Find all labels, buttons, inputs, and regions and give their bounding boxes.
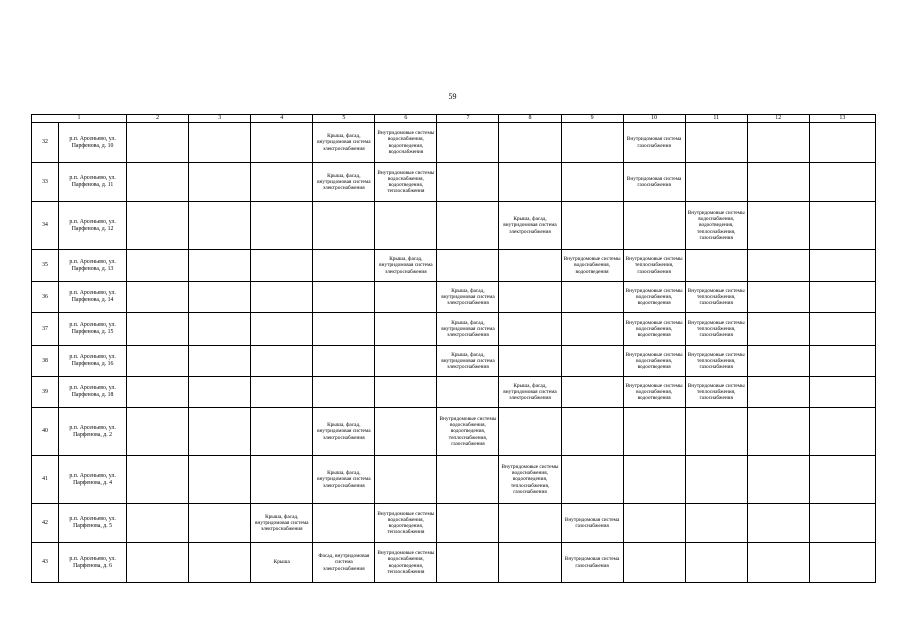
work-cell-col-6: [375, 377, 437, 408]
work-cell-col-8: Крыша, фасад, внутридомовая система электроснабжения: [499, 377, 561, 408]
table-row: [32, 456, 876, 504]
work-cell-col-4: [251, 123, 313, 163]
work-cell-col-10: [623, 202, 685, 250]
work-cell-col-9: Внутридомовая система газоснабжения: [561, 504, 623, 543]
work-cell-col-8: [499, 543, 561, 583]
work-cell-col-3: [189, 123, 251, 163]
work-cell-col-5: [313, 282, 375, 313]
work-cell-col-4: [251, 346, 313, 377]
work-cell-col-6: [375, 282, 437, 313]
work-cell-col-3: [189, 504, 251, 543]
work-cell-col-2: [127, 202, 189, 250]
address-cell: р.п. Арсеньево, ул. Парфенова, д. 5: [59, 504, 127, 543]
table-body: [32, 123, 876, 583]
work-cell-col-11: [685, 123, 747, 163]
table-row: [32, 313, 876, 346]
table-row: [32, 408, 876, 456]
work-cell-col-4: Крыша, фасад, внутридомовая система электроснабжения: [251, 504, 313, 543]
work-cell-col-6: Внутридомовые системы водоснабжения, водоотведения, водоснабжения: [375, 123, 437, 163]
header-cell-9: 9: [561, 115, 623, 123]
work-cell-col-2: [127, 282, 189, 313]
work-cell-col-6: [375, 346, 437, 377]
work-cell-col-2: [127, 377, 189, 408]
address-cell: р.п. Арсеньево, ул. Парфенова, д. 18: [59, 377, 127, 408]
work-cell-col-6: Крыша, фасад, внутридомовая система электроснабжения: [375, 250, 437, 282]
work-cell-col-13: [809, 282, 875, 313]
work-cell-col-7: Крыша, фасад, внутридомовая система электроснабжения: [437, 346, 499, 377]
work-cell-col-11: Внутридомовые системы теплоснабжения, газоснабжения: [685, 313, 747, 346]
address-cell: р.п. Арсеньево, ул. Парфенова, д. 12: [59, 202, 127, 250]
work-cell-col-12: [747, 250, 809, 282]
work-cell-col-12: [747, 123, 809, 163]
table-row: [32, 377, 876, 408]
work-cell-col-12: [747, 504, 809, 543]
work-cell-col-12: [747, 163, 809, 202]
work-cell-col-12: [747, 282, 809, 313]
row-number-cell: 41: [32, 456, 59, 504]
work-cell-col-7: [437, 202, 499, 250]
header-cell-5: 5: [313, 115, 375, 123]
row-number-cell: 42: [32, 504, 59, 543]
work-cell-col-11: [685, 543, 747, 583]
work-cell-col-6: [375, 202, 437, 250]
address-cell: р.п. Арсеньево, ул. Парфенова, д. 11: [59, 163, 127, 202]
work-cell-col-13: [809, 163, 875, 202]
work-cell-col-9: [561, 408, 623, 456]
work-cell-col-5: Крыша, фасад, внутридомовая система электроснабжения: [313, 456, 375, 504]
work-cell-col-8: [499, 313, 561, 346]
repair-schedule-table: [31, 114, 876, 583]
work-cell-col-2: [127, 313, 189, 346]
work-cell-col-7: Крыша, фасад, внутридомовая система электроснабжения: [437, 282, 499, 313]
work-cell-col-3: [189, 163, 251, 202]
address-cell: р.п. Арсеньево, ул. Парфенова, д. 2: [59, 408, 127, 456]
header-cell-7: 7: [437, 115, 499, 123]
row-number-cell: 37: [32, 313, 59, 346]
work-cell-col-7: [437, 123, 499, 163]
work-cell-col-2: [127, 543, 189, 583]
row-number-cell: 36: [32, 282, 59, 313]
work-cell-col-11: Внутридомовые системы теплоснабжения, газоснабжения: [685, 377, 747, 408]
work-cell-col-13: [809, 377, 875, 408]
work-cell-col-9: [561, 163, 623, 202]
work-cell-col-10: Внутридомовая система газоснабжения: [623, 163, 685, 202]
work-cell-col-9: [561, 123, 623, 163]
row-number-cell: 32: [32, 123, 59, 163]
row-number-cell: 40: [32, 408, 59, 456]
work-cell-col-6: Внутридомовые системы водоснабжения, водоотведения, теплоснабжения: [375, 543, 437, 583]
work-cell-col-9: [561, 202, 623, 250]
header-cell-2: 2: [127, 115, 189, 123]
work-cell-col-7: [437, 504, 499, 543]
work-cell-col-4: [251, 313, 313, 346]
row-number-cell: 43: [32, 543, 59, 583]
work-cell-col-6: [375, 408, 437, 456]
table-row: [32, 504, 876, 543]
work-cell-col-3: [189, 282, 251, 313]
work-cell-col-3: [189, 202, 251, 250]
work-cell-col-10: Внутридомовые системы водоснабжения, водоотведения: [623, 346, 685, 377]
work-cell-col-8: [499, 123, 561, 163]
work-cell-col-11: [685, 163, 747, 202]
work-cell-col-7: [437, 543, 499, 583]
work-cell-col-2: [127, 408, 189, 456]
row-number-cell: 35: [32, 250, 59, 282]
work-cell-col-4: [251, 377, 313, 408]
header-cell-8: 8: [499, 115, 561, 123]
address-cell: р.п. Арсеньево, ул. Парфенова, д. 14: [59, 282, 127, 313]
work-cell-col-4: [251, 456, 313, 504]
table-row: [32, 163, 876, 202]
work-cell-col-3: [189, 377, 251, 408]
address-cell: р.п. Арсеньево, ул. Парфенова, д. 4: [59, 456, 127, 504]
header-cell-3: 3: [189, 115, 251, 123]
table-row: [32, 543, 876, 583]
work-cell-col-12: [747, 456, 809, 504]
work-cell-col-12: [747, 346, 809, 377]
work-cell-col-7: [437, 377, 499, 408]
work-cell-col-11: Внутридомовые системы водоснабжения, водоотведения, теплоснабжения, газоснабжения: [685, 202, 747, 250]
work-cell-col-13: [809, 543, 875, 583]
work-cell-col-11: Внутридомовые системы теплоснабжения, газоснабжения: [685, 346, 747, 377]
work-cell-col-13: [809, 504, 875, 543]
work-cell-col-2: [127, 504, 189, 543]
work-cell-col-12: [747, 408, 809, 456]
work-cell-col-9: [561, 346, 623, 377]
work-cell-col-2: [127, 123, 189, 163]
work-cell-col-8: [499, 408, 561, 456]
work-cell-col-5: Крыша, фасад, внутридомовая система электроснабжения: [313, 163, 375, 202]
work-cell-col-12: [747, 313, 809, 346]
work-cell-col-9: [561, 313, 623, 346]
row-number-cell: 33: [32, 163, 59, 202]
work-cell-col-7: Крыша, фасад, внутридомовая система электроснабжения: [437, 313, 499, 346]
work-cell-col-9: [561, 377, 623, 408]
header-cell-6: 6: [375, 115, 437, 123]
work-cell-col-8: [499, 346, 561, 377]
work-cell-col-11: [685, 504, 747, 543]
work-cell-col-4: [251, 202, 313, 250]
work-cell-col-10: [623, 408, 685, 456]
work-cell-col-11: [685, 456, 747, 504]
work-cell-col-7: [437, 456, 499, 504]
header-cell-13: 13: [809, 115, 875, 123]
address-cell: р.п. Арсеньево, ул. Парфенова, д. 13: [59, 250, 127, 282]
work-cell-col-3: [189, 456, 251, 504]
work-cell-col-10: Внутридомовые системы водоснабжения, водоотведения: [623, 377, 685, 408]
work-cell-col-8: [499, 504, 561, 543]
work-cell-col-5: [313, 504, 375, 543]
address-cell: р.п. Арсеньево, ул. Парфенова, д. 15: [59, 313, 127, 346]
work-cell-col-5: [313, 313, 375, 346]
table-row: [32, 282, 876, 313]
work-cell-col-13: [809, 456, 875, 504]
work-cell-col-2: [127, 346, 189, 377]
work-cell-col-6: Внутридомовые системы водоснабжения, водоотведения, теплоснабжения: [375, 163, 437, 202]
row-number-cell: 39: [32, 377, 59, 408]
work-cell-col-9: [561, 456, 623, 504]
header-cell-4: 4: [251, 115, 313, 123]
row-number-cell: 38: [32, 346, 59, 377]
work-cell-col-10: Внутридомовые системы водоснабжения, водоотведения: [623, 282, 685, 313]
work-cell-col-3: [189, 250, 251, 282]
work-cell-col-6: [375, 456, 437, 504]
work-cell-col-13: [809, 313, 875, 346]
work-cell-col-8: [499, 163, 561, 202]
header-cell-1: 1: [32, 115, 127, 123]
work-cell-col-3: [189, 543, 251, 583]
address-cell: р.п. Арсеньево, ул. Парфенова, д. 16: [59, 346, 127, 377]
work-cell-col-7: [437, 163, 499, 202]
address-cell: р.п. Арсеньево, ул. Парфенова, д. 10: [59, 123, 127, 163]
work-cell-col-8: [499, 250, 561, 282]
page-number: 59: [448, 92, 457, 101]
work-cell-col-3: [189, 346, 251, 377]
column-number-row: [32, 115, 876, 123]
work-cell-col-8: Крыша, фасад, внутридомовая система электроснабжения: [499, 202, 561, 250]
work-cell-col-6: [375, 313, 437, 346]
work-cell-col-8: [499, 282, 561, 313]
work-cell-col-8: Внутридомовые системы водоснабжения, водоотведения, теплоснабжения, газоснабжения: [499, 456, 561, 504]
work-cell-col-7: Внутридомовые системы водоснабжения, водоотведения, теплоснабжения, газоснабжения: [437, 408, 499, 456]
header-cell-12: 12: [747, 115, 809, 123]
work-cell-col-5: [313, 346, 375, 377]
work-cell-col-13: [809, 250, 875, 282]
table-row: [32, 123, 876, 163]
work-cell-col-13: [809, 408, 875, 456]
work-cell-col-12: [747, 202, 809, 250]
work-cell-col-11: Внутридомовые системы теплоснабжения, газоснабжения: [685, 282, 747, 313]
work-cell-col-10: Внутридомовая система газоснабжения: [623, 123, 685, 163]
work-cell-col-10: [623, 456, 685, 504]
work-cell-col-2: [127, 250, 189, 282]
table-row: [32, 202, 876, 250]
work-cell-col-9: [561, 282, 623, 313]
work-cell-col-10: Внутридомовые системы водоснабжения, водоотведения: [623, 313, 685, 346]
work-cell-col-4: Крыша: [251, 543, 313, 583]
work-cell-col-13: [809, 202, 875, 250]
work-cell-col-4: [251, 163, 313, 202]
work-cell-col-4: [251, 282, 313, 313]
table-row: [32, 346, 876, 377]
work-cell-col-5: [313, 377, 375, 408]
work-cell-col-5: Крыша, фасад, внутридомовая система электроснабжения: [313, 123, 375, 163]
row-number-cell: 34: [32, 202, 59, 250]
work-cell-col-12: [747, 543, 809, 583]
work-cell-col-2: [127, 456, 189, 504]
address-cell: р.п. Арсеньево, ул. Парфенова, д. 6: [59, 543, 127, 583]
work-cell-col-9: Внутридомовая система газоснабжения: [561, 543, 623, 583]
work-cell-col-5: Крыша, фасад, внутридомовая система электроснабжения: [313, 408, 375, 456]
work-cell-col-12: [747, 377, 809, 408]
work-cell-col-11: [685, 250, 747, 282]
work-cell-col-13: [809, 123, 875, 163]
header-cell-10: 10: [623, 115, 685, 123]
work-cell-col-5: [313, 202, 375, 250]
work-cell-col-2: [127, 163, 189, 202]
table-row: [32, 250, 876, 282]
work-cell-col-4: [251, 408, 313, 456]
work-cell-col-11: [685, 408, 747, 456]
work-cell-col-6: Внутридомовые системы водоснабжения, водоотведения, теплоснабжения: [375, 504, 437, 543]
work-cell-col-10: Внутридомовые системы теплоснабжения, газоснабжения: [623, 250, 685, 282]
work-cell-col-13: [809, 346, 875, 377]
work-cell-col-10: [623, 504, 685, 543]
work-cell-col-7: [437, 250, 499, 282]
work-cell-col-3: [189, 408, 251, 456]
work-cell-col-5: [313, 250, 375, 282]
header-cell-11: 11: [685, 115, 747, 123]
work-cell-col-5: Фасад, внутридомовая система электроснабжения: [313, 543, 375, 583]
work-cell-col-9: Внутридомовые системы водоснабжения, водоотведения: [561, 250, 623, 282]
work-cell-col-4: [251, 250, 313, 282]
work-cell-col-3: [189, 313, 251, 346]
work-cell-col-10: [623, 543, 685, 583]
